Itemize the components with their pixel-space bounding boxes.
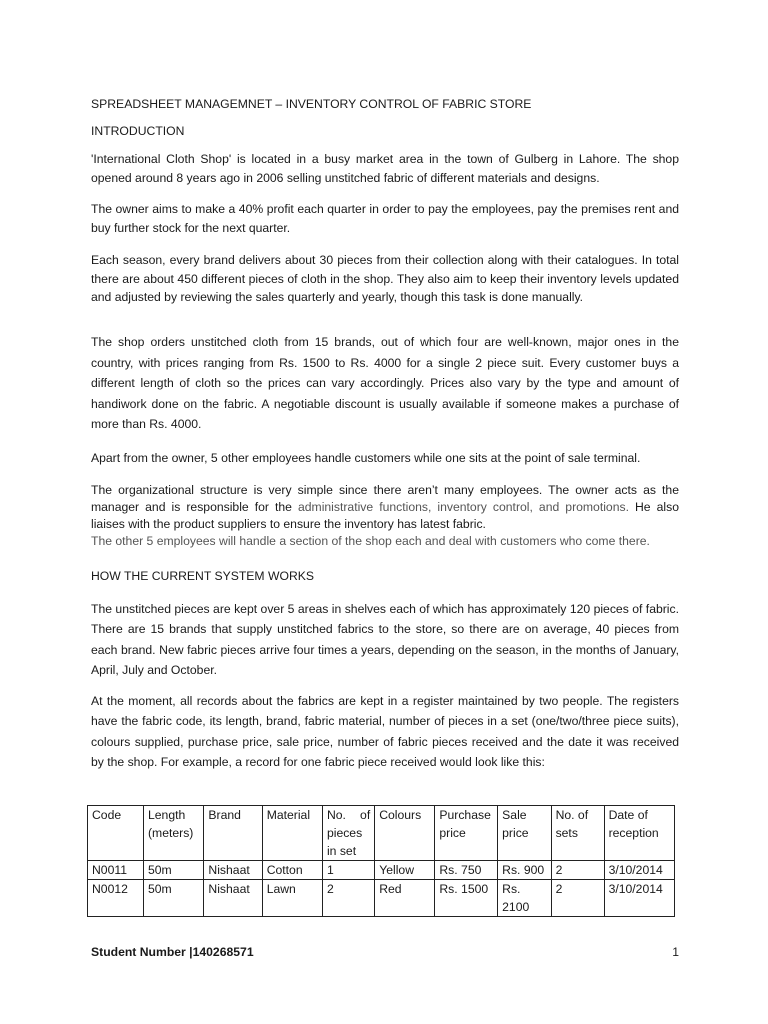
table-cell: 50m	[143, 861, 203, 880]
table-cell: 2	[551, 861, 604, 880]
table-cell: Rs. 750	[435, 861, 498, 880]
header-cell: Date of reception	[604, 806, 674, 861]
header-cell: No. of sets	[551, 806, 604, 861]
paragraph-profit-aim: The owner aims to make a 40% profit each quarter in order to pay the employees, pay the premises rent and buy further stock for the next quarter.	[91, 202, 679, 236]
table-cell: Cotton	[262, 861, 322, 880]
table-cell: Rs. 900	[498, 861, 551, 880]
document-title: SPREADSHEET MANAGEMNET – INVENTORY CONTROL OF FABRIC STORE	[91, 97, 532, 111]
table-cell: 3/10/2014	[604, 861, 674, 880]
table-cell: 3/10/2014	[604, 880, 674, 917]
org-text-2: He also liaises with the product suppliers to ensure the inventory has latest fabric.	[91, 500, 679, 531]
page-footer	[91, 945, 679, 959]
page-number: 1	[672, 945, 679, 959]
header-cell: Purchase price	[435, 806, 498, 861]
table-cell: 2	[551, 880, 604, 917]
table-cell: Nishaat	[204, 861, 262, 880]
table-cell: Rs. 2100	[498, 880, 551, 917]
paragraph-seasonal-delivery: Each season, every brand delivers about 30 pieces from their collection along with their catalogues. In total there are about 450 different pieces of cloth in the shop. They also aim to keep their inventory levels updated and adjusted by reviewing the sales quarterly and yearly, though this task is done manually.	[91, 253, 679, 305]
table-cell: Rs. 1500	[435, 880, 498, 917]
table-row	[88, 861, 675, 880]
header-cell: Code	[88, 806, 144, 861]
org-text-functions: administrative functions, inventory control, and promotions.	[297, 500, 629, 514]
header-cell: No. of pieces in set	[322, 806, 374, 861]
table-cell: Nishaat	[204, 880, 262, 917]
table-cell: Lawn	[262, 880, 322, 917]
org-text-employees: The other 5 employees will handle a section of the shop each and deal with customers who come there.	[91, 534, 650, 548]
paragraph-organizational-structure	[91, 482, 679, 550]
header-cell: Colours	[375, 806, 435, 861]
current-system-heading: HOW THE CURRENT SYSTEM WORKS	[91, 569, 314, 583]
paragraph-brands-prices: The shop orders unstitched cloth from 15 brands, out of which four are well-known, major ones in the country, with prices ranging from Rs. 1500 to Rs. 4000 for a single 2 piece suit. Every customer buys a different length of cloth so the prices can vary accordingly. Prices also vary by the type and amount of handiwork done on the fabric. A negotiable discount is usually available if someone makes a purchase of more than Rs. 4000.	[91, 335, 679, 432]
introduction-heading: INTRODUCTION	[91, 124, 185, 138]
paragraph-employees: Apart from the owner, 5 other employees handle customers while one sits at the point of sale terminal.	[91, 451, 641, 465]
table-row	[88, 880, 675, 917]
table-cell: Yellow	[375, 861, 435, 880]
paragraph-shop-location: 'International Cloth Shop' is located in a busy market area in the town of Gulberg in Lahore. The shop opened around 8 years ago in 2006 selling unstitched fabric of different materials and designs.	[91, 152, 679, 186]
header-cell: Brand	[204, 806, 262, 861]
table-cell: 2	[322, 880, 374, 917]
paragraph-storage: The unstitched pieces are kept over 5 areas in shelves each of which has approximately 120 pieces of fabric. There are 15 brands that supply unstitched fabrics to the store, so there are on average, 40 pieces from each brand. New fabric pieces arrive four times a years, depending on the season, in the months of January, April, July and October.	[91, 602, 679, 677]
table-cell: Red	[375, 880, 435, 917]
header-cell: Material	[262, 806, 322, 861]
paragraph-records: At the moment, all records about the fabrics are kept in a register maintained by two people. The registers have the fabric code, its length, brand, fabric material, number of pieces in a set (one/two/three piece suits), colours supplied, purchase price, sale price, number of fabric pieces received and the date it was received by the shop. For example, a record for one fabric piece received would look like this:	[91, 694, 679, 769]
student-number: Student Number |140268571	[91, 945, 254, 959]
header-cell: Sale price	[498, 806, 551, 861]
table-cell: N0012	[88, 880, 144, 917]
header-cell: Length (meters)	[143, 806, 203, 861]
table-header-row	[88, 806, 675, 861]
table-cell: N0011	[88, 861, 144, 880]
table-cell: 50m	[143, 880, 203, 917]
org-text-1: The organizational structure is very simple since there aren’t many employees. The owner acts as the manager and is responsible for the	[91, 483, 679, 514]
fabric-record-table	[87, 805, 675, 917]
table-cell: 1	[322, 861, 374, 880]
